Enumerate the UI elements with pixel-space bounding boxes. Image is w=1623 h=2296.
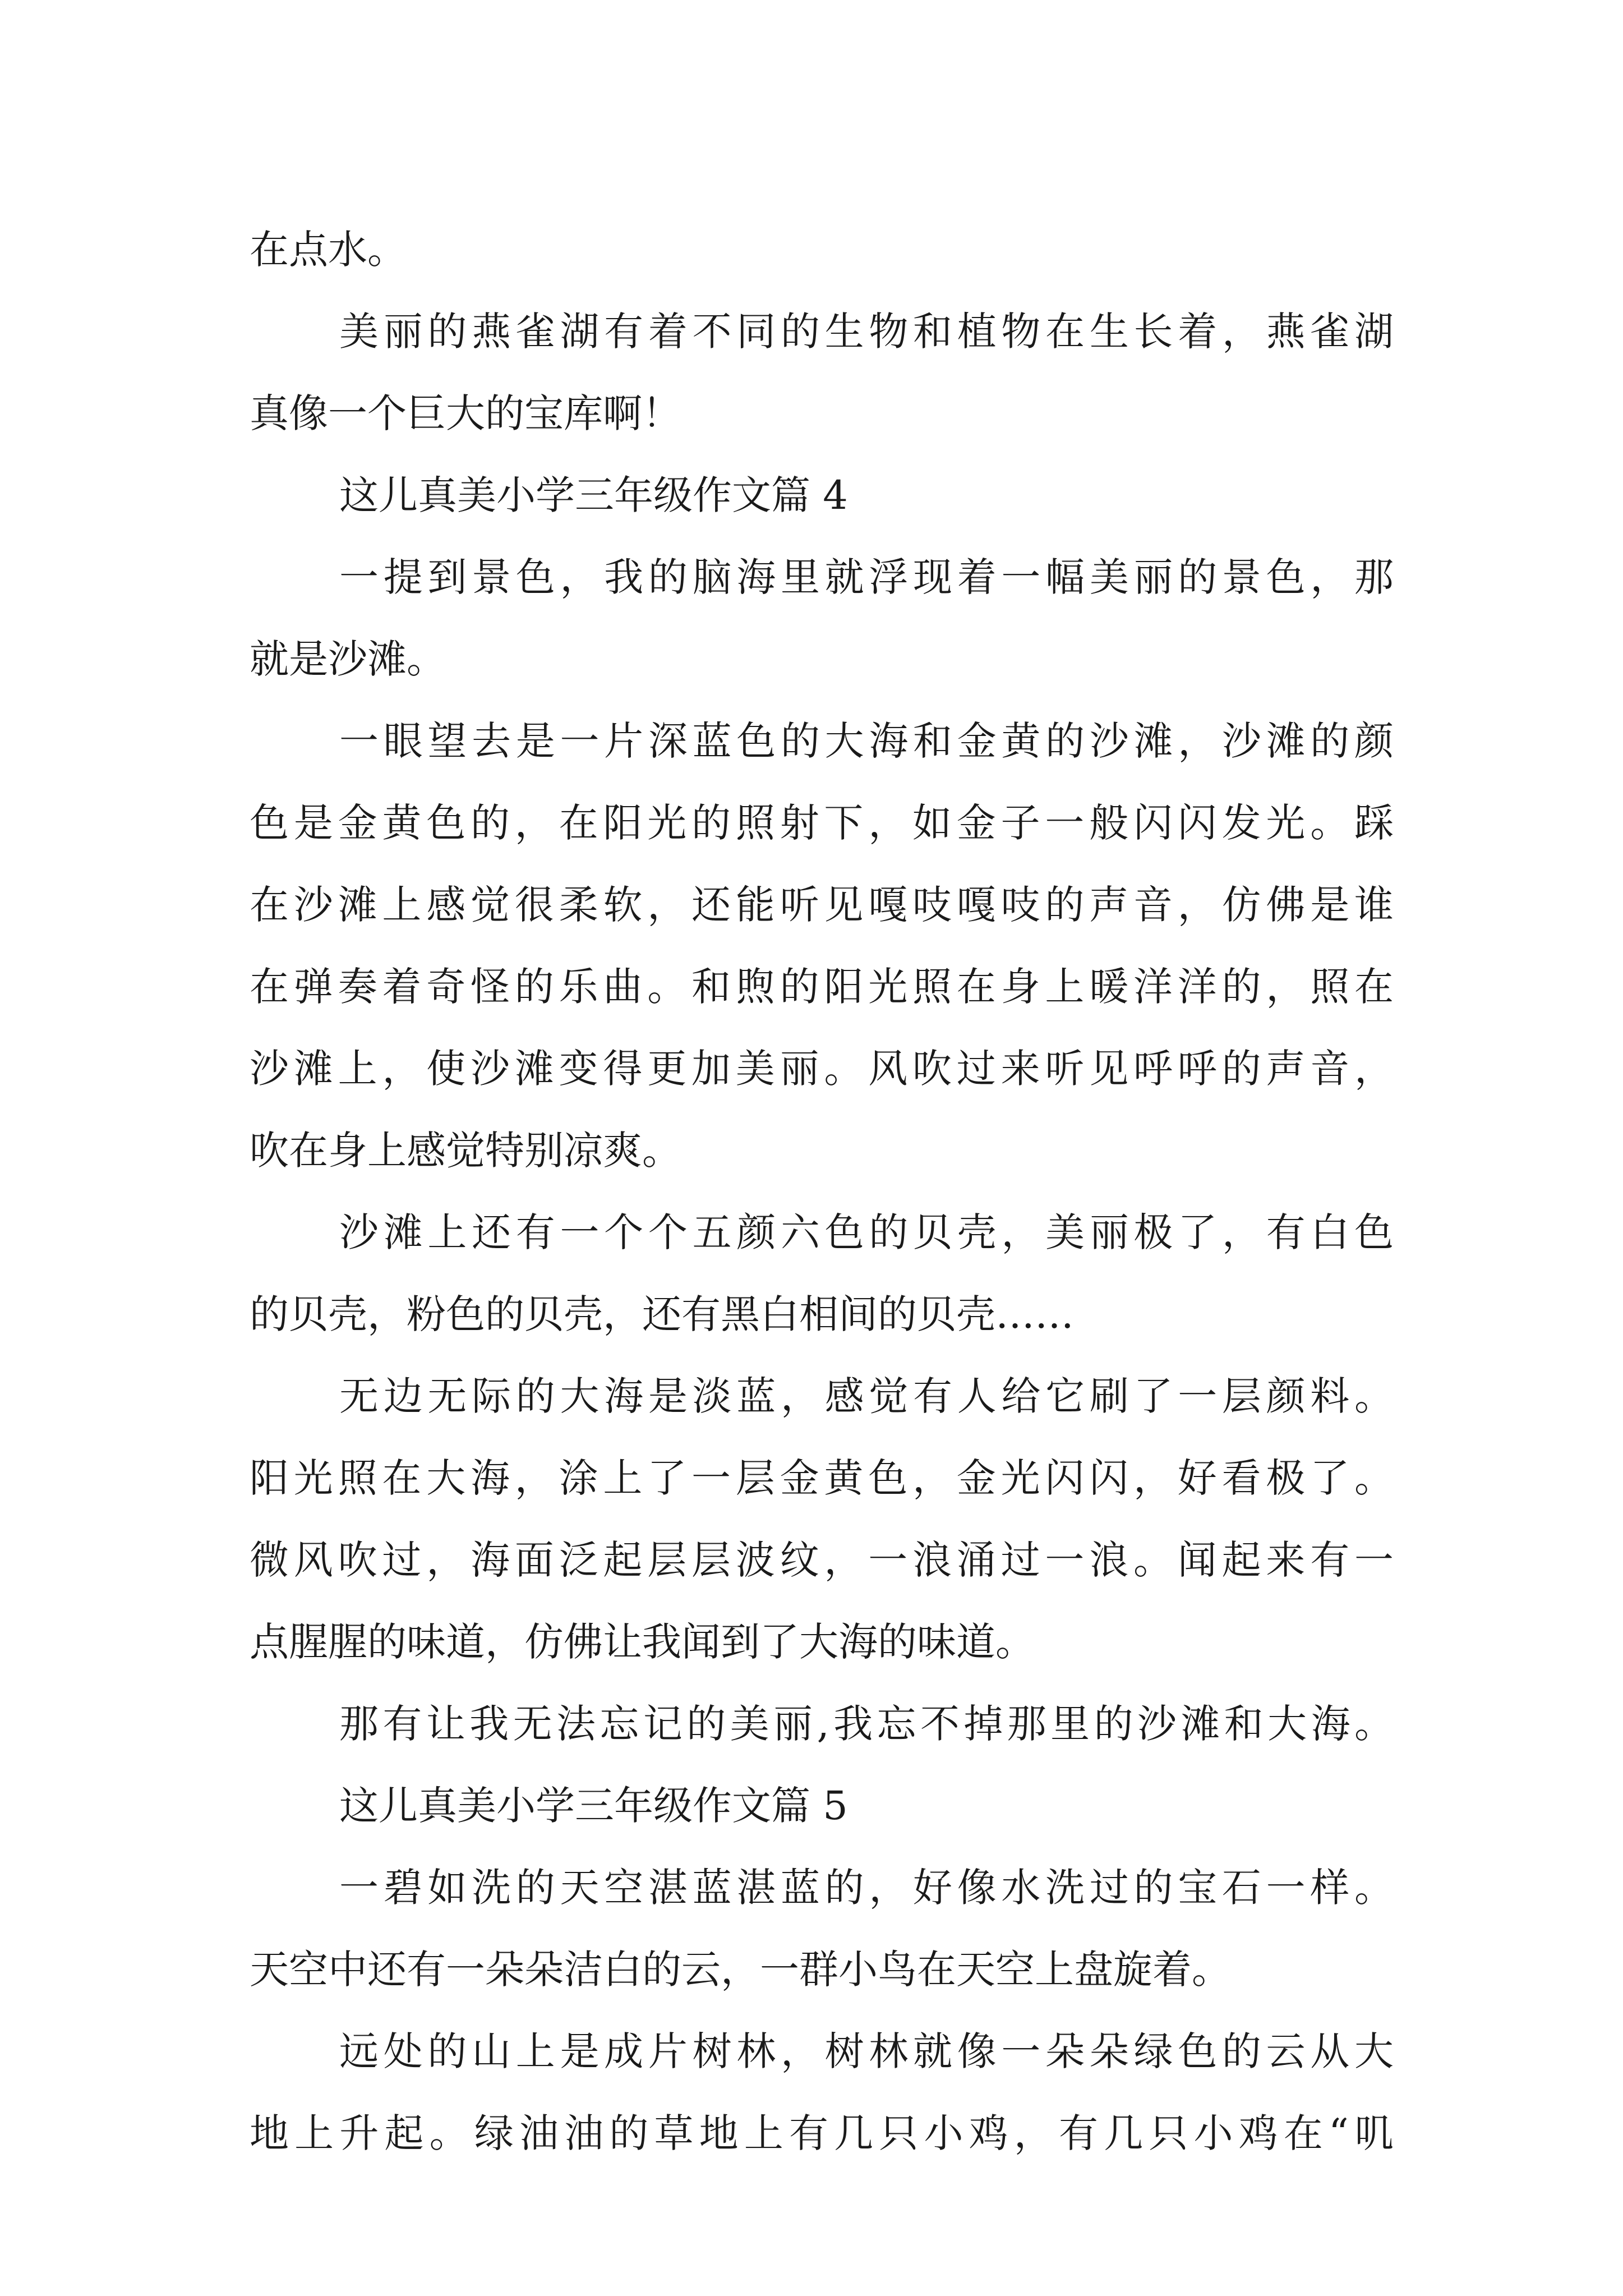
- text-line: 地上升起。绿油油的草地上有几只小鸡，有几只小鸡在“叽: [250, 2110, 1394, 2156]
- text-line: 就是沙滩。: [250, 636, 446, 682]
- section-heading: 这儿真美小学三年级作文篇 4: [339, 472, 848, 518]
- text-line: 无边无际的大海是淡蓝，感觉有人给它刷了一层颜料。: [339, 1373, 1394, 1419]
- text-line: 一眼望去是一片深蓝色的大海和金黄的沙滩，沙滩的颜: [339, 718, 1394, 764]
- text-line: 在弹奏着奇怪的乐曲。和煦的阳光照在身上暖洋洋的，照在: [250, 964, 1394, 1010]
- text-line: 那有让我无法忘记的美丽,我忘不掉那里的沙滩和大海。: [339, 1701, 1394, 1747]
- text-line: 的贝壳，粉色的贝壳，还有黑白相间的贝壳……: [250, 1291, 1074, 1337]
- text-line: 天空中还有一朵朵洁白的云，一群小鸟在天空上盘旋着。: [250, 1947, 1231, 1993]
- text-line: 色是金黄色的，在阳光的照射下，如金子一般闪闪发光。踩: [250, 800, 1394, 846]
- text-line: 在沙滩上感觉很柔软，还能听见嘎吱嘎吱的声音，仿佛是谁: [250, 882, 1394, 928]
- text-line: 阳光照在大海，涂上了一层金黄色，金光闪闪，好看极了。: [250, 1455, 1394, 1501]
- text-line: 吹在身上感觉特别凉爽。: [250, 1128, 681, 1174]
- text-line: 一提到景色，我的脑海里就浮现着一幅美丽的景色，那: [339, 554, 1394, 600]
- text-line: 点腥腥的味道，仿佛让我闻到了大海的味道。: [250, 1619, 1035, 1665]
- text-line: 真像一个巨大的宝库啊！: [250, 390, 681, 436]
- text-line: 微风吹过，海面泛起层层波纹，一浪涌过一浪。闻起来有一: [250, 1537, 1394, 1583]
- section-heading: 这儿真美小学三年级作文篇 5: [339, 1783, 848, 1829]
- text-line: 美丽的燕雀湖有着不同的生物和植物在生长着，燕雀湖: [339, 309, 1394, 355]
- text-line: 沙滩上还有一个个五颜六色的贝壳，美丽极了，有白色: [339, 1209, 1394, 1255]
- text-line: 一碧如洗的天空湛蓝湛蓝的，好像水洗过的宝石一样。: [339, 1865, 1394, 1911]
- document-body: [250, 209, 1394, 2174]
- text-line: 在点水。: [250, 227, 407, 273]
- text-line: 沙滩上，使沙滩变得更加美丽。风吹过来听见呼呼的声音，: [250, 1046, 1394, 1092]
- text-line: 远处的山上是成片树林，树林就像一朵朵绿色的云从大: [339, 2028, 1394, 2074]
